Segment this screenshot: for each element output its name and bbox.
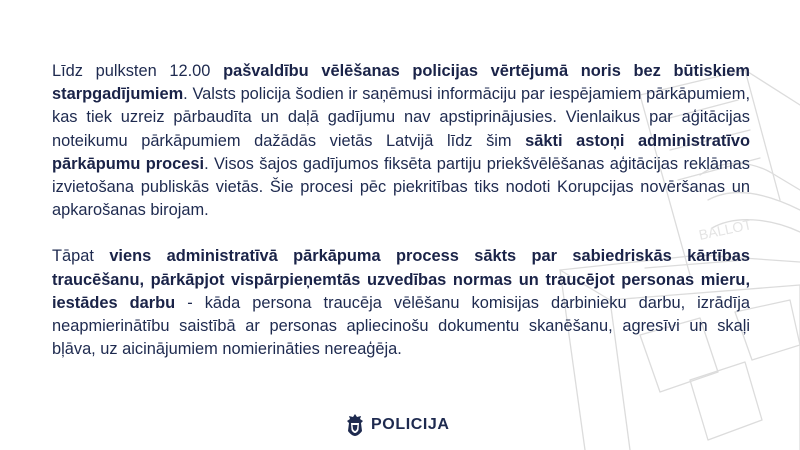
article-body: [52, 60, 750, 361]
paragraph-1: [52, 60, 750, 222]
text-segment: . Visos šajos gadījumos fiksēta partiju priekšvēlēšanas aģitācijas reklāmas izvietošana publiskās vietās. Šie procesi pēc piekritības tiks nodoti Korupcijas novēršanas un apkarošanas birojam.: [52, 154, 750, 220]
brand-name: POLICIJA: [371, 416, 450, 433]
text-segment: - kāda persona traucēja vēlēšanu komisijas darbinieku darbu, izrādīja neapmierinātību saistībā ar personas apliecinošu dokumentu skanēšanu, agresīvi un skaļi bļāva, uz aicinājumiem nomierināties nereaģēja.: [52, 293, 750, 359]
svg-text:BALLOT: BALLOT: [697, 216, 754, 243]
text-segment: Līdz pulksten 12.00: [52, 62, 224, 80]
bold-text-segment: viens administratīvā pārkāpuma process sākts par sabiedriskās kārtības traucēšanu, pārkāpjot vispārpieņemtās uzvedības normas un traucējot personas mieru, iestādes darbu: [52, 247, 751, 312]
police-logo: [346, 413, 450, 437]
bold-text-segment: sākti astoņi administratīvo pārkāpumu procesi: [52, 131, 750, 173]
police-emblem-icon: [346, 413, 364, 437]
bold-text-segment: pašvaldību vēlēšanas policijas vērtējumā noris bez būtiskiem starpgadījumiem: [52, 62, 750, 104]
text-segment: Tāpat: [52, 247, 110, 266]
text-segment: . Valsts policija šodien ir saņēmusi informāciju par iespējamiem pārkāpumiem, kas tiek uzreiz pārbaudīta un daļā gadījumu nav apstiprinājusies. Vienlaikus par aģitācijas noteikumu pārkāpumiem dažādās vietās Latvijā līdz šim: [52, 85, 750, 150]
paragraph-2: [52, 245, 750, 361]
